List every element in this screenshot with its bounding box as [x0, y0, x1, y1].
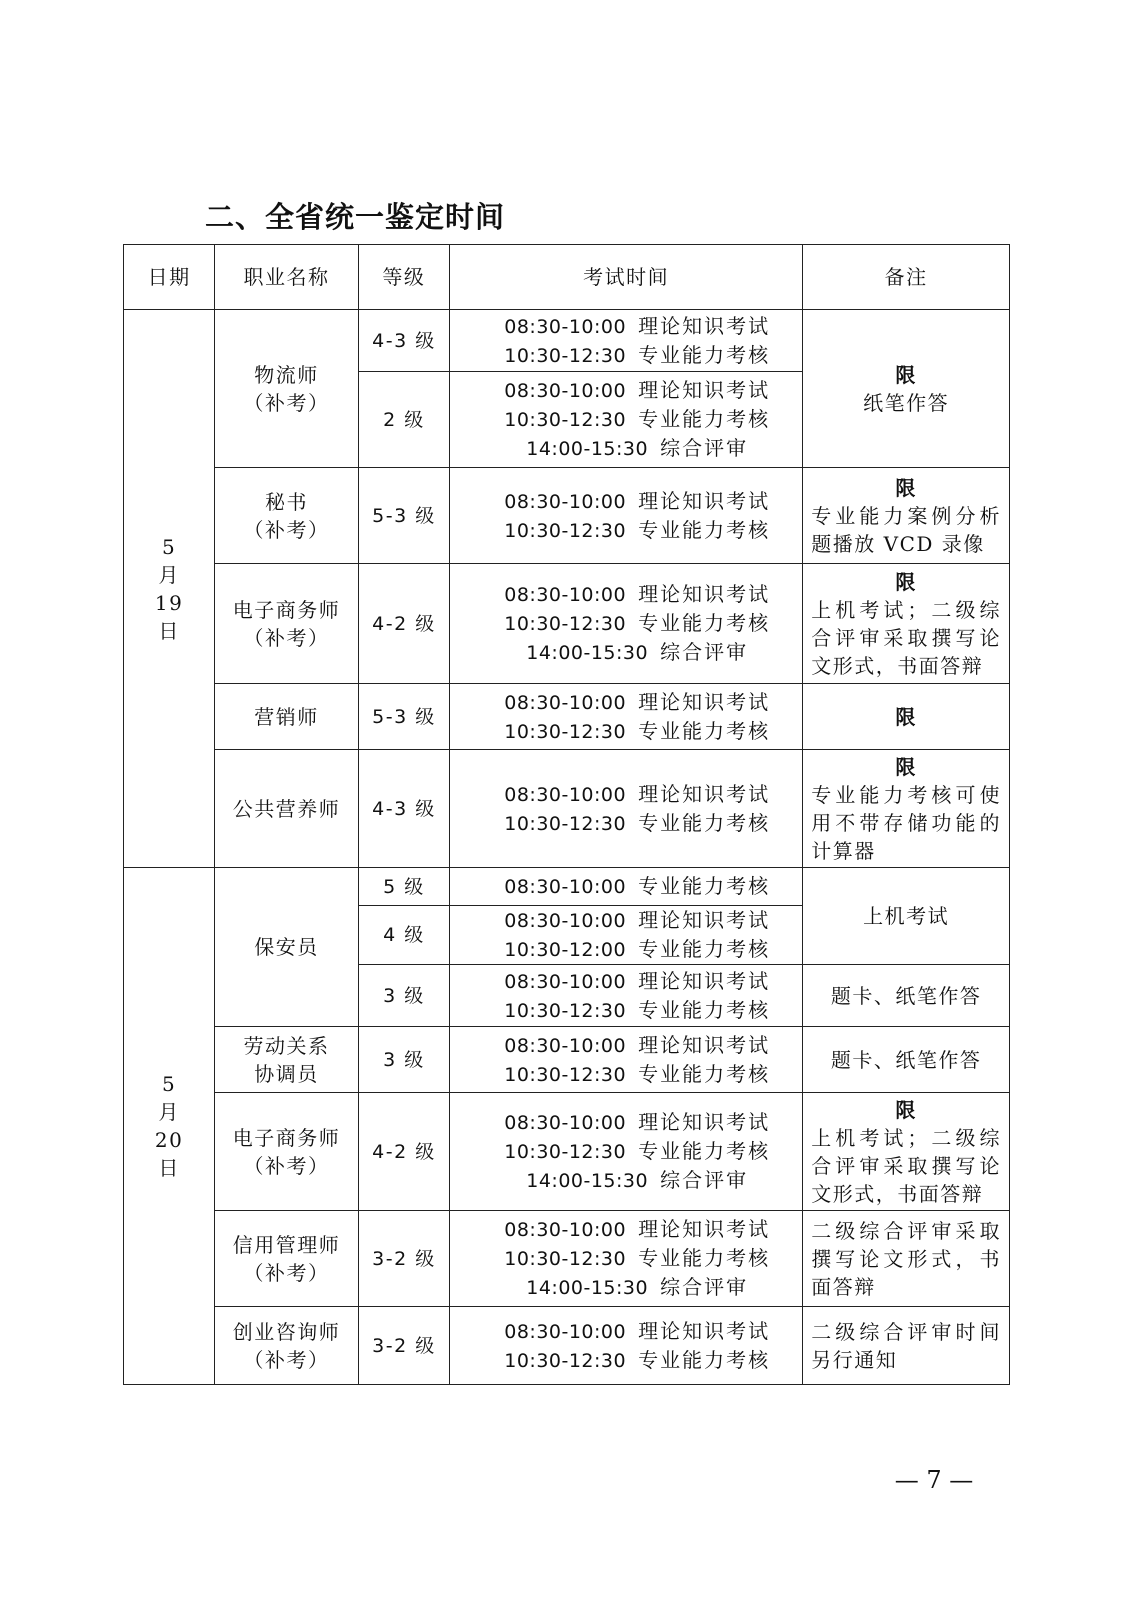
date-cell: 5 月 19 日	[124, 310, 215, 868]
time-cell: 08:30-10:00 理论知识考试 10:30-12:30 专业能力考核 14:00-15:30 综合评审	[450, 1093, 803, 1211]
header-level: 等级	[358, 245, 449, 310]
table-row	[124, 310, 1010, 372]
schedule-table	[123, 244, 1010, 1385]
time-cell: 08:30-10:00 理论知识考试 10:30-12:30 专业能力考核	[450, 1307, 803, 1385]
header-date: 日期	[124, 245, 215, 310]
note-cell: 限	[803, 684, 1010, 750]
note-cell: 题卡、纸笔作答	[803, 1027, 1010, 1093]
table-row	[124, 1027, 1010, 1093]
table-row	[124, 1211, 1010, 1307]
level-cell: 3-2 级	[358, 1307, 449, 1385]
table-row	[124, 564, 1010, 684]
level-cell: 3 级	[358, 965, 449, 1027]
level-cell: 3-2 级	[358, 1211, 449, 1307]
job-cell: 营销师	[215, 684, 358, 750]
time-cell: 08:30-10:00 理论知识考试 10:30-12:00 专业能力考核	[450, 906, 803, 965]
time-cell: 08:30-10:00 理论知识考试 10:30-12:30 专业能力考核	[450, 965, 803, 1027]
note-cell: 二级综合评审时间另行通知	[803, 1307, 1010, 1385]
level-cell: 2 级	[358, 372, 449, 468]
level-cell: 3 级	[358, 1027, 449, 1093]
time-cell: 08:30-10:00 理论知识考试 10:30-12:30 专业能力考核	[450, 468, 803, 564]
table-row	[124, 1307, 1010, 1385]
job-cell: 信用管理师 （补考）	[215, 1211, 358, 1307]
note-cell: 题卡、纸笔作答	[803, 965, 1010, 1027]
time-cell: 08:30-10:00 专业能力考核	[450, 868, 803, 906]
date-cell: 5 月 20 日	[124, 868, 215, 1385]
job-cell: 创业咨询师 （补考）	[215, 1307, 358, 1385]
time-cell: 08:30-10:00 理论知识考试 10:30-12:30 专业能力考核 14:00-15:30 综合评审	[450, 372, 803, 468]
note-cell: 限 纸笔作答	[803, 310, 1010, 468]
note-cell: 限 上机考试；二级综合评审采取撰写论文形式，书面答辩	[803, 564, 1010, 684]
time-cell: 08:30-10:00 理论知识考试 10:30-12:30 专业能力考核 14:00-15:30 综合评审	[450, 564, 803, 684]
note-cell: 限 上机考试；二级综合评审采取撰写论文形式，书面答辩	[803, 1093, 1010, 1211]
job-cell: 秘书 （补考）	[215, 468, 358, 564]
time-cell: 08:30-10:00 理论知识考试 10:30-12:30 专业能力考核 14:00-15:30 综合评审	[450, 1211, 803, 1307]
table-row	[124, 468, 1010, 564]
job-cell: 公共营养师	[215, 750, 358, 868]
level-cell: 4 级	[358, 906, 449, 965]
time-cell: 08:30-10:00 理论知识考试 10:30-12:30 专业能力考核	[450, 750, 803, 868]
level-cell: 4-3 级	[358, 750, 449, 868]
header-job: 职业名称	[215, 245, 358, 310]
time-cell: 08:30-10:00 理论知识考试 10:30-12:30 专业能力考核	[450, 310, 803, 372]
table-row	[124, 1093, 1010, 1211]
level-cell: 5 级	[358, 868, 449, 906]
note-cell: 限 专业能力考核可使用不带存储功能的计算器	[803, 750, 1010, 868]
page-number: — 7 —	[894, 1466, 974, 1494]
time-cell: 08:30-10:00 理论知识考试 10:30-12:30 专业能力考核	[450, 1027, 803, 1093]
job-cell: 保安员	[215, 868, 358, 1027]
table-row	[124, 868, 1010, 906]
note-cell: 限 专业能力案例分析题播放 VCD 录像	[803, 468, 1010, 564]
level-cell: 4-2 级	[358, 564, 449, 684]
job-cell: 电子商务师 （补考）	[215, 1093, 358, 1211]
table-header-row	[124, 245, 1010, 310]
level-cell: 5-3 级	[358, 684, 449, 750]
header-note: 备注	[803, 245, 1010, 310]
level-cell: 4-3 级	[358, 310, 449, 372]
header-time: 考试时间	[450, 245, 803, 310]
section-title: 二、全省统一鉴定时间	[205, 200, 506, 234]
level-cell: 4-2 级	[358, 1093, 449, 1211]
job-cell: 物流师 （补考）	[215, 310, 358, 468]
job-cell: 劳动关系 协调员	[215, 1027, 358, 1093]
table-row	[124, 750, 1010, 868]
job-cell: 电子商务师 （补考）	[215, 564, 358, 684]
table-row	[124, 684, 1010, 750]
level-cell: 5-3 级	[358, 468, 449, 564]
note-cell: 上机考试	[803, 868, 1010, 965]
note-cell: 二级综合评审采取撰写论文形式，书面答辩	[803, 1211, 1010, 1307]
time-cell: 08:30-10:00 理论知识考试 10:30-12:30 专业能力考核	[450, 684, 803, 750]
